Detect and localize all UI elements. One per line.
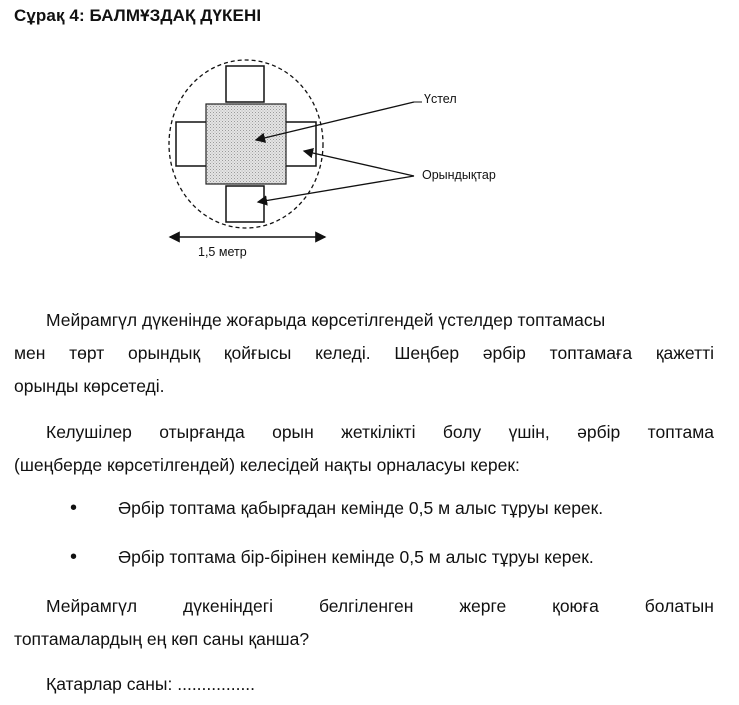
intro-line-3: орынды көрсетеді. xyxy=(14,376,165,396)
conditions-line-1: Келушілер отырғанда орын жеткілікті болу үшін, әрбір топтама xyxy=(46,422,714,442)
table-label: Үстел xyxy=(424,92,457,106)
paragraph-conditions xyxy=(14,416,714,482)
question-line-1 xyxy=(14,590,714,623)
answer-line xyxy=(46,674,255,695)
bullet-text: Әрбір топтама қабырғадан кемінде 0,5 м алыс тұруы керек. xyxy=(118,498,604,518)
question-word: белгіленген xyxy=(318,596,414,616)
bullet-text: Әрбір топтама бір-бірінен кемінде 0,5 м алыс тұруы керек. xyxy=(118,547,594,567)
conditions-line-2: (шеңберде көрсетілгендей) келесідей нақты орналасуы керек: xyxy=(14,455,520,475)
question-word: Мейрамгүл xyxy=(46,596,138,616)
intro-line-2: мен төрт орындық қойғысы келеді. Шеңбер әрбір топтамаға қажетті xyxy=(14,343,714,363)
paragraph-question xyxy=(14,590,714,656)
question-word: жерге xyxy=(459,596,507,616)
table-diagram xyxy=(150,52,530,272)
chair-pointer-1 xyxy=(304,151,414,176)
diagram-drawing xyxy=(150,52,530,272)
bullet-dot: • xyxy=(70,497,78,519)
intro-line-1: Мейрамгүл дүкенінде жоғарыда көрсетілгендей үстелдер топтамасы xyxy=(46,310,606,330)
table-square xyxy=(206,104,286,184)
chairs-label: Орындықтар xyxy=(422,168,496,182)
question-word: болатын xyxy=(644,596,714,616)
width-label: 1,5 метр xyxy=(198,245,247,259)
question-line-2: топтамалардың ең көп саны қанша? xyxy=(14,629,310,649)
chair-top xyxy=(226,66,264,102)
question-word: қоюға xyxy=(552,596,599,616)
paragraph-intro xyxy=(14,304,714,403)
question-title: Сұрақ 4: БАЛМҰЗДАҚ ДҮКЕНІ xyxy=(14,6,262,25)
chair-bottom xyxy=(226,186,264,222)
question-word: дүкеніндегі xyxy=(183,596,274,616)
bullet-dot: • xyxy=(70,546,78,568)
answer-label: Қатарлар саны: xyxy=(46,674,173,694)
answer-blank[interactable]: ................ xyxy=(177,674,256,694)
